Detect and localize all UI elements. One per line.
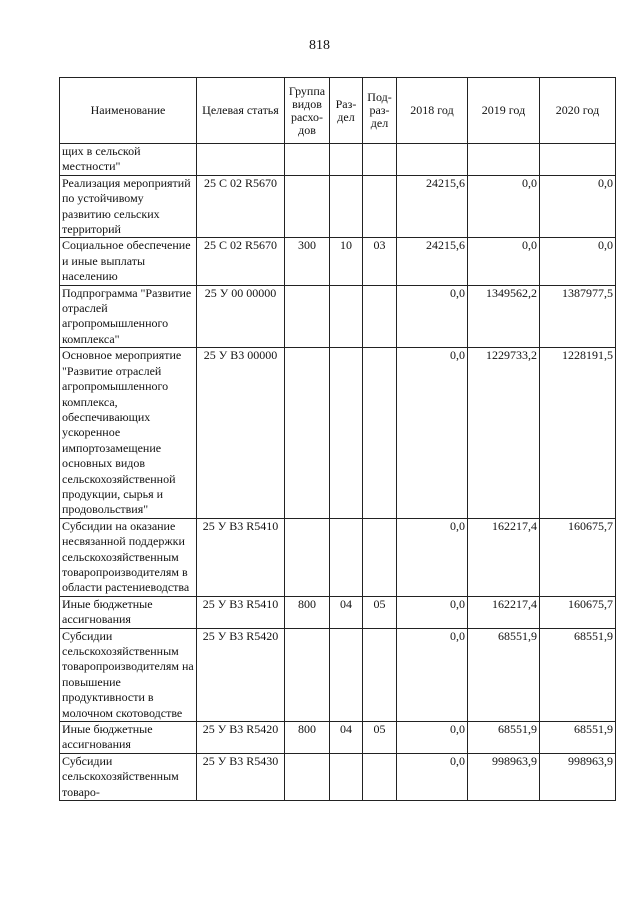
cell-2018	[397, 144, 468, 176]
cell-2018: 0,0	[397, 596, 468, 628]
cell-name: щих в сельской местности"	[60, 144, 197, 176]
cell-subsection: 03	[363, 238, 397, 285]
cell-section	[330, 518, 363, 596]
header-subsection: Под-раз-дел	[363, 78, 397, 144]
cell-name: Подпрограмма "Развитие отраслей агропромышленного комплекса"	[60, 285, 197, 348]
cell-section	[330, 144, 363, 176]
cell-2019: 1229733,2	[468, 348, 540, 518]
cell-2019: 162217,4	[468, 596, 540, 628]
table-row	[60, 285, 616, 348]
table-row	[60, 722, 616, 754]
cell-subsection	[363, 285, 397, 348]
cell-group	[285, 753, 330, 800]
cell-subsection	[363, 348, 397, 518]
cell-group: 300	[285, 238, 330, 285]
cell-group: 800	[285, 596, 330, 628]
cell-section	[330, 175, 363, 238]
cell-group	[285, 628, 330, 721]
cell-2019: 0,0	[468, 238, 540, 285]
cell-group	[285, 175, 330, 238]
cell-2020: 0,0	[540, 238, 616, 285]
header-2019: 2019 год	[468, 78, 540, 144]
cell-code	[197, 144, 285, 176]
cell-name: Субсидии сельскохозяйственным товаропроизводителям на повышение продуктивности в молочном скотоводстве	[60, 628, 197, 721]
cell-group	[285, 518, 330, 596]
header-section: Раз-дел	[330, 78, 363, 144]
cell-2018: 24215,6	[397, 175, 468, 238]
header-2018: 2018 год	[397, 78, 468, 144]
cell-2020: 160675,7	[540, 596, 616, 628]
cell-section: 04	[330, 596, 363, 628]
cell-group	[285, 144, 330, 176]
header-code: Целевая статья	[197, 78, 285, 144]
table-row	[60, 175, 616, 238]
cell-name: Субсидии сельскохозяйственным товаро-	[60, 753, 197, 800]
cell-2019: 1349562,2	[468, 285, 540, 348]
cell-name: Иные бюджетные ассигнования	[60, 722, 197, 754]
cell-subsection	[363, 518, 397, 596]
cell-2020: 68551,9	[540, 722, 616, 754]
cell-2020: 1387977,5	[540, 285, 616, 348]
cell-section: 04	[330, 722, 363, 754]
cell-2019: 68551,9	[468, 722, 540, 754]
table-row	[60, 596, 616, 628]
cell-code: 25 С 02 R5670	[197, 238, 285, 285]
cell-2020: 0,0	[540, 175, 616, 238]
header-name: Наименование	[60, 78, 197, 144]
cell-subsection: 05	[363, 596, 397, 628]
cell-section	[330, 753, 363, 800]
cell-code: 25 У В3 R5410	[197, 596, 285, 628]
cell-code: 25 У В3 R5430	[197, 753, 285, 800]
header-2020: 2020 год	[540, 78, 616, 144]
cell-group: 800	[285, 722, 330, 754]
cell-code: 25 У В3 R5410	[197, 518, 285, 596]
page-number: 818	[309, 38, 330, 53]
cell-2019: 998963,9	[468, 753, 540, 800]
cell-name: Иные бюджетные ассигнования	[60, 596, 197, 628]
cell-2020: 998963,9	[540, 753, 616, 800]
header-group: Группа видов расхо-дов	[285, 78, 330, 144]
cell-section	[330, 348, 363, 518]
table-body	[60, 144, 616, 801]
cell-subsection	[363, 753, 397, 800]
cell-code: 25 С 02 R5670	[197, 175, 285, 238]
table-row	[60, 753, 616, 800]
cell-2020: 1228191,5	[540, 348, 616, 518]
cell-2019: 0,0	[468, 175, 540, 238]
cell-2018: 0,0	[397, 518, 468, 596]
cell-code: 25 У В3 R5420	[197, 722, 285, 754]
cell-section	[330, 285, 363, 348]
cell-code: 25 У 00 00000	[197, 285, 285, 348]
table-row	[60, 348, 616, 518]
cell-name: Реализация мероприятий по устойчивому развитию сельских территорий	[60, 175, 197, 238]
cell-2020	[540, 144, 616, 176]
cell-section: 10	[330, 238, 363, 285]
cell-subsection	[363, 144, 397, 176]
cell-2020: 160675,7	[540, 518, 616, 596]
cell-2018: 0,0	[397, 285, 468, 348]
cell-code: 25 У В3 R5420	[197, 628, 285, 721]
cell-2018: 0,0	[397, 722, 468, 754]
cell-code: 25 У В3 00000	[197, 348, 285, 518]
cell-2018: 0,0	[397, 348, 468, 518]
cell-subsection	[363, 628, 397, 721]
cell-2019	[468, 144, 540, 176]
cell-subsection	[363, 175, 397, 238]
table-row	[60, 238, 616, 285]
table-row	[60, 518, 616, 596]
cell-2018: 0,0	[397, 628, 468, 721]
table-row	[60, 628, 616, 721]
cell-2018: 24215,6	[397, 238, 468, 285]
cell-section	[330, 628, 363, 721]
cell-group	[285, 348, 330, 518]
budget-table	[59, 77, 616, 801]
cell-2019: 68551,9	[468, 628, 540, 721]
cell-2020: 68551,9	[540, 628, 616, 721]
cell-subsection: 05	[363, 722, 397, 754]
table-header-row	[60, 78, 616, 144]
cell-name: Социальное обеспечение и иные выплаты населению	[60, 238, 197, 285]
cell-name: Субсидии на оказание несвязанной поддержки сельскохозяйственным товаропроизводителям в области растениеводства	[60, 518, 197, 596]
cell-2018: 0,0	[397, 753, 468, 800]
cell-2019: 162217,4	[468, 518, 540, 596]
cell-group	[285, 285, 330, 348]
cell-name: Основное мероприятие "Развитие отраслей агропромышленного комплекса, обеспечивающих ускоренное импортозамещение основных видов сельскохозяйственной продукции, сырья и продовольствия"	[60, 348, 197, 518]
table-row	[60, 144, 616, 176]
